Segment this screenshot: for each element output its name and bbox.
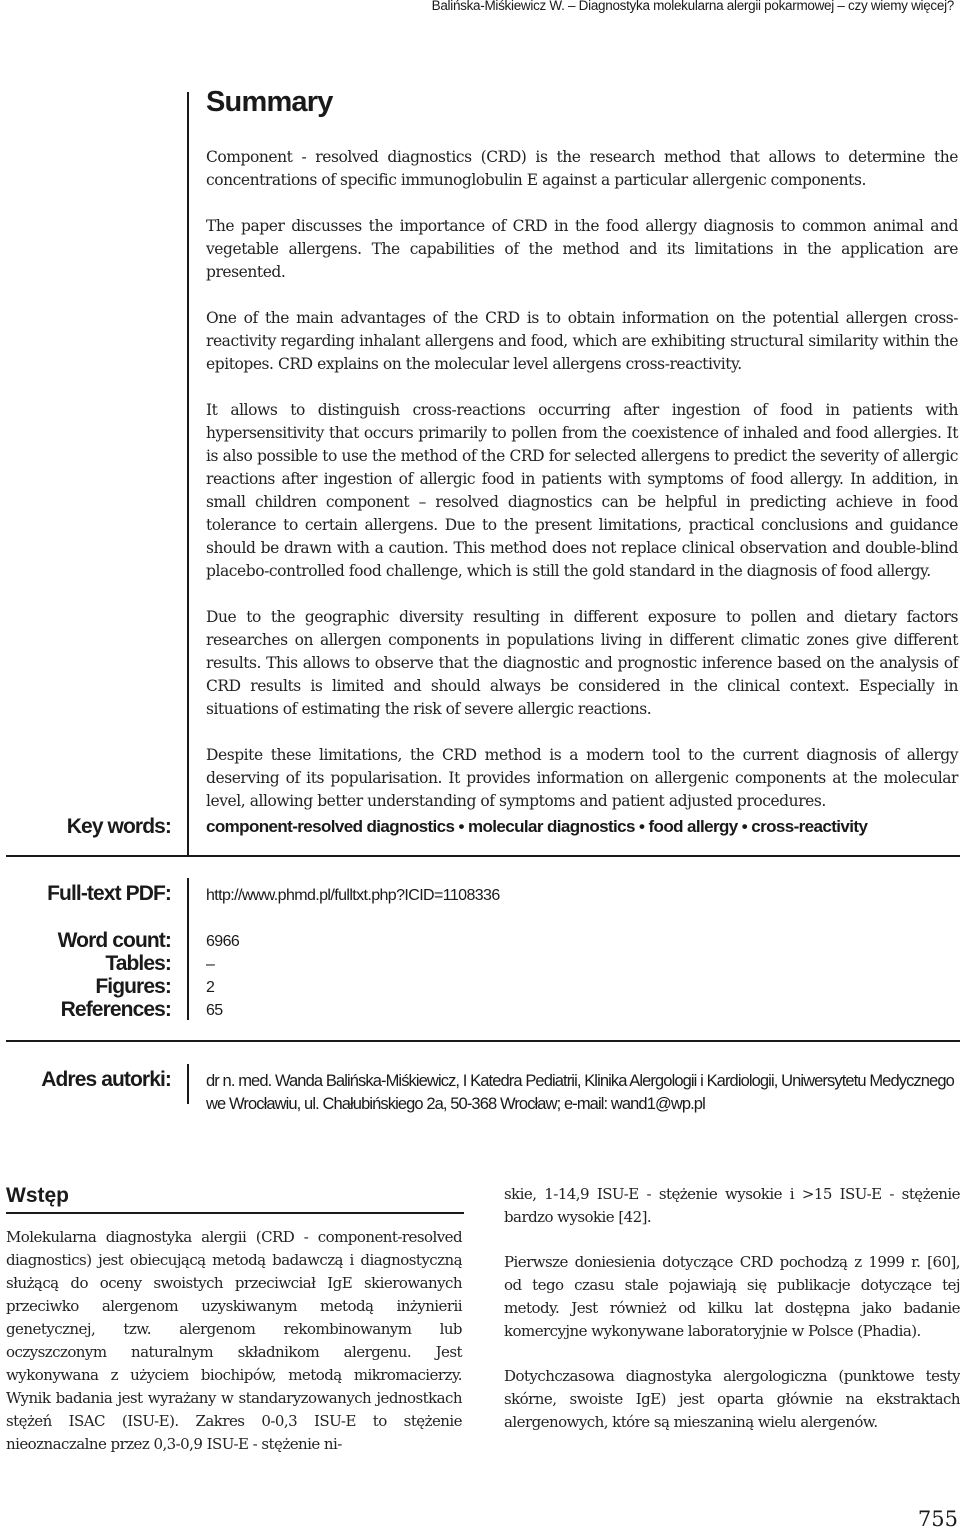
keywords-divider [6,855,960,857]
references-value: 65 [206,1002,223,1019]
meta-vertical-rule [187,878,189,1020]
body-paragraph: Pierwsze doniesienia dotyczące CRD pochodzą z 1999 r. [60], od tego czasu stale pojawiają się publikacje dotyczące tej metody. Jest również od kilku lat dostępna jako badanie komercyjne wykonywane laboratoryjnie w Polsce (Phadia). [504,1253,960,1340]
address-value: dr n. med. Wanda Balińska-Miśkiewicz, I Katedra Pediatrii, Klinika Alergologii i Kardiologii, Uniwersytetu Medycznego we Wrocławiu, ul. Chałubińskiego 2a, 50-368 Wrocław; e-mail: wand1@wp.pl [206,1072,954,1113]
figures-label: Figures: [95,975,171,998]
abstract-paragraph: The paper discusses the importance of CRD in the food allergy diagnosis to common animal and vegetable allergens. The capabilities of the method and its limitations in the application are presented. [206,217,958,281]
abstract-paragraph: It allows to distinguish cross-reactions occurring after ingestion of food in patients with hypersensitivity that occurs primarily to pollen from the coexistence of inhaled and food allergies. It is also possible to use the method of the CRD for selected allergens to predict the severity of allergic reactions after ingestion of allergic food in patients with symptoms of food allergy. In addition, in small children component – resolved diagnostics can be helpful in predicting achieve in food tolerance to certain allergens. Due to the present limitations, practical conclusions and guidance should be drawn with a caution. This method does not replace clinical observation and double-blind placebo-controlled food challenge, which is still the gold standard in the diagnosis of food allergy. [206,401,958,580]
body-paragraph: Molekularna diagnostyka alergii (CRD - component-resolved diagnostics) jest obiecującą metodą badawczą i diagnostyczną służącą do oceny swoistych przeciwciał IgE skierowanych przeciwko alergenom uzyskiwanym metodą inżynierii genetycznej, tzw. alergenom rekombinowanym lub oczyszczonym naturalnym składnikom alergenu. Jest wykonywana z użyciem biochipów, metodą mikromacierzy. Wynik badania jest wyrażany w standaryzowanych jednostkach stężeń ISAC (ISU-E). Zakres 0-0,3 ISU-E to stężenie nieoznaczalne przez 0,3-0,9 ISU-E - stężenie ni- [6,1228,462,1453]
address-vertical-rule [187,1064,189,1104]
full-text-pdf-link[interactable]: http://www.phmd.pl/fulltxt.php?ICID=1108336 [206,887,500,904]
body-paragraph: skie, 1-14,9 ISU-E - stężenie wysokie i >15 ISU-E - stężenie bardzo wysokie [42]. [504,1185,960,1226]
summary-abstract [206,146,958,836]
tables-label: Tables: [105,952,171,975]
abstract-paragraph: Despite these limitations, the CRD method is a modern tool to the current diagnosis of allergy deserving of its popularisation. It provides information on allergenic components at the molecular level, allowing better understanding of symptoms and patient adjusted procedures. [206,746,958,810]
abstract-paragraph: One of the main advantages of the CRD is to obtain information on the potential allergen cross-reactivity regarding inhalant allergens and food, which are exhibiting structural similarity within the epitopes. CRD explains on the molecular level allergens cross-reactivity. [206,309,958,373]
word-count-value: 6966 [206,933,240,950]
page-number: 755 [917,1507,958,1531]
summary-vertical-rule [187,92,189,856]
address-label: Adres autorki: [41,1068,171,1091]
section-title-rule [6,1212,464,1214]
meta-divider [6,1040,960,1042]
body-column-right [504,1183,960,1456]
body-column-left [6,1226,462,1478]
abstract-paragraph: Due to the geographic diversity resulting in different exposure to pollen and dietary factors researches on allergen components in populations living in different climatic zones give different results. This allows to observe that the diagnostic and prognostic inference based on the analysis of CRD results is limited and should always be considered in the clinical context. Especially in situations of estimating the risk of severe allergic reactions. [206,608,958,718]
full-text-pdf-label: Full-text PDF: [47,882,171,905]
running-header: Balińska-Miśkiewicz W. – Diagnostyka molekularna alergii pokarmowej – czy wiemy więcej? [431,0,954,13]
keywords-label: Key words: [66,815,171,838]
references-label: References: [60,998,171,1021]
summary-title: Summary [206,86,333,118]
abstract-paragraph: Component - resolved diagnostics (CRD) is the research method that allows to determine the concentrations of specific immunoglobulin E against a particular allergenic components. [206,148,958,189]
body-paragraph: Dotychczasowa diagnostyka alergologiczna (punktowe testy skórne, swoiste IgE) jest oparta głównie na ekstraktach alergenowych, które są mieszaniną wielu alergenów. [504,1367,960,1431]
keywords-value: component-resolved diagnostics • molecular diagnostics • food allergy • cross-reactivity [206,817,868,836]
word-count-label: Word count: [57,929,171,952]
tables-value: – [206,956,215,973]
figures-value: 2 [206,979,215,996]
section-title: Wstęp [6,1184,69,1207]
